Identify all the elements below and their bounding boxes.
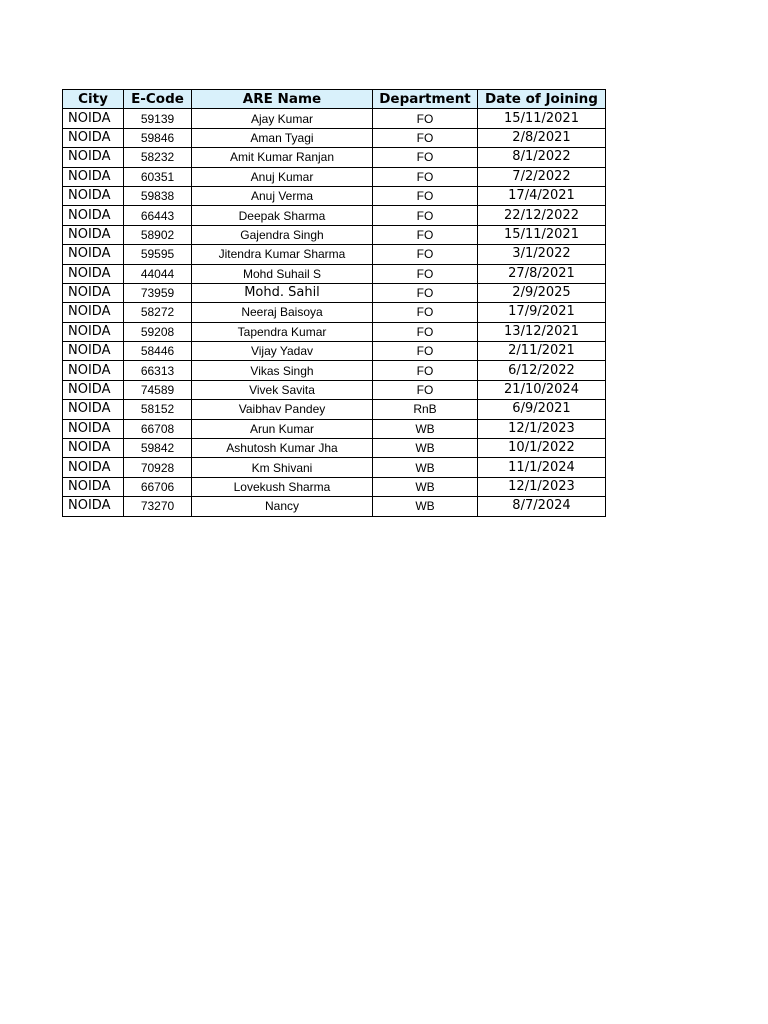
cell-e-code[interactable]: 58232 bbox=[124, 148, 192, 167]
cell-date-of-joining[interactable]: 12/1/2023 bbox=[478, 477, 606, 496]
cell-city[interactable]: NOIDA bbox=[63, 400, 124, 419]
cell-department[interactable]: WB bbox=[373, 477, 478, 496]
cell-e-code[interactable]: 59139 bbox=[124, 109, 192, 128]
cell-date-of-joining[interactable]: 13/12/2021 bbox=[478, 322, 606, 341]
cell-date-of-joining[interactable]: 21/10/2024 bbox=[478, 380, 606, 399]
cell-are-name[interactable]: Lovekush Sharma bbox=[192, 477, 373, 496]
cell-e-code[interactable]: 73270 bbox=[124, 497, 192, 516]
cell-city[interactable]: NOIDA bbox=[63, 186, 124, 205]
cell-city[interactable]: NOIDA bbox=[63, 283, 124, 302]
cell-date-of-joining[interactable]: 22/12/2022 bbox=[478, 206, 606, 225]
cell-department[interactable]: FO bbox=[373, 380, 478, 399]
cell-e-code[interactable]: 66443 bbox=[124, 206, 192, 225]
cell-are-name[interactable]: Tapendra Kumar bbox=[192, 322, 373, 341]
cell-department[interactable]: FO bbox=[373, 128, 478, 147]
table-row bbox=[63, 497, 606, 516]
cell-city[interactable]: NOIDA bbox=[63, 361, 124, 380]
cell-date-of-joining[interactable]: 2/11/2021 bbox=[478, 342, 606, 361]
cell-city[interactable]: NOIDA bbox=[63, 148, 124, 167]
table-row bbox=[63, 303, 606, 322]
table-row bbox=[63, 264, 606, 283]
header-row bbox=[63, 90, 606, 109]
cell-department[interactable]: FO bbox=[373, 148, 478, 167]
table-row bbox=[63, 342, 606, 361]
cell-e-code[interactable]: 73959 bbox=[124, 283, 192, 302]
cell-date-of-joining[interactable]: 7/2/2022 bbox=[478, 167, 606, 186]
cell-city[interactable]: NOIDA bbox=[63, 419, 124, 438]
table-row bbox=[63, 400, 606, 419]
cell-department[interactable]: FO bbox=[373, 264, 478, 283]
table-row bbox=[63, 361, 606, 380]
cell-are-name[interactable]: Arun Kumar bbox=[192, 419, 373, 438]
cell-are-name[interactable]: Amit Kumar Ranjan bbox=[192, 148, 373, 167]
table-row bbox=[63, 477, 606, 496]
cell-city[interactable]: NOIDA bbox=[63, 303, 124, 322]
cell-e-code[interactable]: 59842 bbox=[124, 439, 192, 458]
cell-date-of-joining[interactable]: 8/1/2022 bbox=[478, 148, 606, 167]
cell-date-of-joining[interactable]: 12/1/2023 bbox=[478, 419, 606, 438]
cell-date-of-joining[interactable]: 2/8/2021 bbox=[478, 128, 606, 147]
cell-department[interactable]: FO bbox=[373, 322, 478, 341]
cell-department[interactable]: FO bbox=[373, 225, 478, 244]
cell-date-of-joining[interactable]: 10/1/2022 bbox=[478, 439, 606, 458]
table-row bbox=[63, 167, 606, 186]
cell-date-of-joining[interactable]: 17/9/2021 bbox=[478, 303, 606, 322]
header-city[interactable]: City bbox=[63, 90, 124, 109]
table-row bbox=[63, 458, 606, 477]
cell-e-code[interactable]: 59595 bbox=[124, 245, 192, 264]
cell-are-name[interactable]: Gajendra Singh bbox=[192, 225, 373, 244]
cell-are-name[interactable]: Anuj Verma bbox=[192, 186, 373, 205]
cell-are-name[interactable]: Aman Tyagi bbox=[192, 128, 373, 147]
cell-department[interactable]: WB bbox=[373, 497, 478, 516]
cell-e-code[interactable]: 58902 bbox=[124, 225, 192, 244]
cell-are-name[interactable]: Jitendra Kumar Sharma bbox=[192, 245, 373, 264]
cell-are-name[interactable]: Anuj Kumar bbox=[192, 167, 373, 186]
table-row bbox=[63, 206, 606, 225]
table-row bbox=[63, 322, 606, 341]
table-row bbox=[63, 439, 606, 458]
cell-city[interactable]: NOIDA bbox=[63, 380, 124, 399]
cell-department[interactable]: FO bbox=[373, 109, 478, 128]
cell-department[interactable]: FO bbox=[373, 342, 478, 361]
table-row bbox=[63, 380, 606, 399]
cell-are-name[interactable]: Nancy bbox=[192, 497, 373, 516]
cell-are-name[interactable]: Vijay Yadav bbox=[192, 342, 373, 361]
header-department[interactable]: Department bbox=[373, 90, 478, 109]
cell-are-name[interactable]: Neeraj Baisoya bbox=[192, 303, 373, 322]
table-row bbox=[63, 419, 606, 438]
cell-department[interactable]: FO bbox=[373, 361, 478, 380]
cell-are-name[interactable]: Mohd. Sahil bbox=[192, 283, 373, 302]
cell-e-code[interactable]: 60351 bbox=[124, 167, 192, 186]
table-row bbox=[63, 283, 606, 302]
spreadsheet-page bbox=[62, 89, 606, 517]
cell-department[interactable]: WB bbox=[373, 419, 478, 438]
table-row bbox=[63, 148, 606, 167]
cell-e-code[interactable]: 59838 bbox=[124, 186, 192, 205]
cell-date-of-joining[interactable]: 2/9/2025 bbox=[478, 283, 606, 302]
cell-city[interactable]: NOIDA bbox=[63, 497, 124, 516]
header-date-of-joining[interactable]: Date of Joining bbox=[478, 90, 606, 109]
cell-e-code[interactable]: 59846 bbox=[124, 128, 192, 147]
cell-date-of-joining[interactable]: 11/1/2024 bbox=[478, 458, 606, 477]
table-row bbox=[63, 128, 606, 147]
cell-date-of-joining[interactable]: 6/9/2021 bbox=[478, 400, 606, 419]
cell-city[interactable]: NOIDA bbox=[63, 439, 124, 458]
cell-department[interactable]: FO bbox=[373, 206, 478, 225]
cell-are-name[interactable]: Vaibhav Pandey bbox=[192, 400, 373, 419]
cell-department[interactable]: FO bbox=[373, 186, 478, 205]
cell-e-code[interactable]: 58272 bbox=[124, 303, 192, 322]
cell-date-of-joining[interactable]: 8/7/2024 bbox=[478, 497, 606, 516]
employee-table bbox=[62, 89, 606, 517]
cell-department[interactable]: FO bbox=[373, 283, 478, 302]
cell-date-of-joining[interactable]: 15/11/2021 bbox=[478, 225, 606, 244]
cell-e-code[interactable]: 59208 bbox=[124, 322, 192, 341]
header-are-name[interactable]: ARE Name bbox=[192, 90, 373, 109]
cell-city[interactable]: NOIDA bbox=[63, 342, 124, 361]
table-row bbox=[63, 186, 606, 205]
cell-date-of-joining[interactable]: 27/8/2021 bbox=[478, 264, 606, 283]
table-row bbox=[63, 225, 606, 244]
cell-department[interactable]: FO bbox=[373, 303, 478, 322]
table-body bbox=[63, 109, 606, 516]
cell-date-of-joining[interactable]: 17/4/2021 bbox=[478, 186, 606, 205]
cell-department[interactable]: WB bbox=[373, 439, 478, 458]
cell-city[interactable]: NOIDA bbox=[63, 245, 124, 264]
cell-e-code[interactable]: 44044 bbox=[124, 264, 192, 283]
table-row bbox=[63, 109, 606, 128]
cell-department[interactable]: FO bbox=[373, 245, 478, 264]
cell-department[interactable]: RnB bbox=[373, 400, 478, 419]
cell-e-code[interactable]: 58152 bbox=[124, 400, 192, 419]
header-e-code[interactable]: E-Code bbox=[124, 90, 192, 109]
cell-city[interactable]: NOIDA bbox=[63, 167, 124, 186]
cell-city[interactable]: NOIDA bbox=[63, 225, 124, 244]
cell-city[interactable]: NOIDA bbox=[63, 206, 124, 225]
cell-are-name[interactable]: Ajay Kumar bbox=[192, 109, 373, 128]
cell-city[interactable]: NOIDA bbox=[63, 477, 124, 496]
cell-city[interactable]: NOIDA bbox=[63, 264, 124, 283]
cell-department[interactable]: FO bbox=[373, 167, 478, 186]
table-row bbox=[63, 245, 606, 264]
cell-are-name[interactable]: Km Shivani bbox=[192, 458, 373, 477]
cell-date-of-joining[interactable]: 15/11/2021 bbox=[478, 109, 606, 128]
cell-e-code[interactable]: 66313 bbox=[124, 361, 192, 380]
cell-city[interactable]: NOIDA bbox=[63, 109, 124, 128]
cell-e-code[interactable]: 70928 bbox=[124, 458, 192, 477]
cell-e-code[interactable]: 66706 bbox=[124, 477, 192, 496]
cell-are-name[interactable]: Ashutosh Kumar Jha bbox=[192, 439, 373, 458]
cell-e-code[interactable]: 66708 bbox=[124, 419, 192, 438]
cell-e-code[interactable]: 58446 bbox=[124, 342, 192, 361]
cell-city[interactable]: NOIDA bbox=[63, 322, 124, 341]
cell-date-of-joining[interactable]: 6/12/2022 bbox=[478, 361, 606, 380]
cell-are-name[interactable]: Vikas Singh bbox=[192, 361, 373, 380]
cell-department[interactable]: WB bbox=[373, 458, 478, 477]
cell-city[interactable]: NOIDA bbox=[63, 128, 124, 147]
cell-are-name[interactable]: Vivek Savita bbox=[192, 380, 373, 399]
cell-city[interactable]: NOIDA bbox=[63, 458, 124, 477]
cell-are-name[interactable]: Mohd Suhail S bbox=[192, 264, 373, 283]
cell-date-of-joining[interactable]: 3/1/2022 bbox=[478, 245, 606, 264]
cell-e-code[interactable]: 74589 bbox=[124, 380, 192, 399]
cell-are-name[interactable]: Deepak Sharma bbox=[192, 206, 373, 225]
